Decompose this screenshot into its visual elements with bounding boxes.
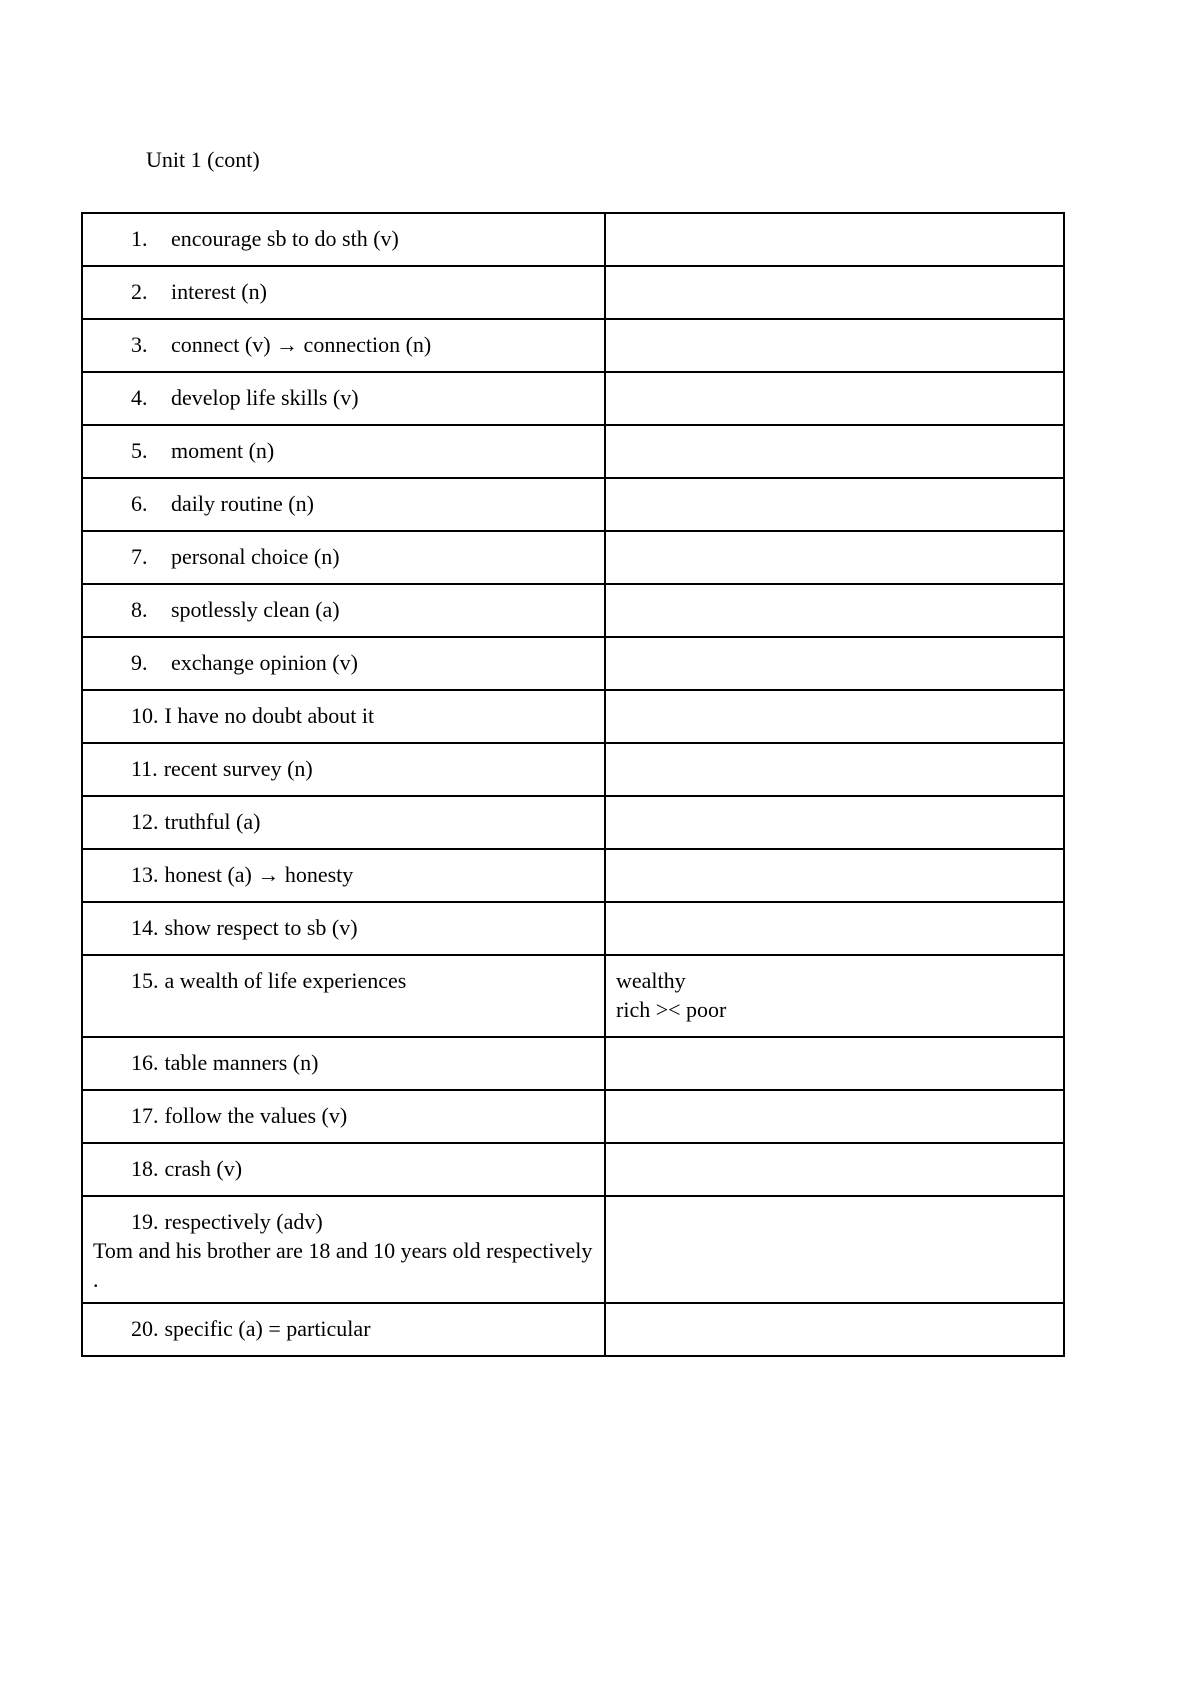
note-cell[interactable] bbox=[605, 266, 1064, 319]
term-text: a wealth of life experiences bbox=[164, 968, 407, 993]
term-text: show respect to sb (v) bbox=[164, 915, 358, 940]
item-number: 8. bbox=[131, 597, 148, 622]
note-cell[interactable] bbox=[605, 213, 1064, 266]
item-number: 15. bbox=[131, 968, 159, 993]
item-number: 17. bbox=[131, 1103, 159, 1128]
item-number: 5. bbox=[131, 438, 148, 463]
term-cell bbox=[82, 319, 605, 372]
note-cell[interactable] bbox=[605, 743, 1064, 796]
table-row bbox=[82, 1090, 1064, 1143]
note-cell[interactable] bbox=[605, 425, 1064, 478]
note-cell[interactable] bbox=[605, 1196, 1064, 1303]
item-number: 18. bbox=[131, 1156, 159, 1181]
note-cell[interactable] bbox=[605, 796, 1064, 849]
term-text: moment (n) bbox=[171, 438, 275, 463]
term-cell bbox=[82, 902, 605, 955]
term-cell bbox=[82, 266, 605, 319]
item-number: 3. bbox=[131, 332, 148, 357]
item-number: 13. bbox=[131, 862, 159, 887]
term-cell bbox=[82, 1090, 605, 1143]
table-row bbox=[82, 796, 1064, 849]
table-row bbox=[82, 1303, 1064, 1356]
item-number: 1. bbox=[131, 226, 148, 251]
term-text: follow the values (v) bbox=[164, 1103, 348, 1128]
item-number: 12. bbox=[131, 809, 159, 834]
term-cell bbox=[82, 1037, 605, 1090]
table-row bbox=[82, 478, 1064, 531]
item-number: 6. bbox=[131, 491, 148, 516]
term-text: crash (v) bbox=[164, 1156, 243, 1181]
item-number: 16. bbox=[131, 1050, 159, 1075]
term-text: I have no doubt about it bbox=[164, 703, 375, 728]
term-text: table manners (n) bbox=[164, 1050, 319, 1075]
item-number: 10. bbox=[131, 703, 159, 728]
term-text: exchange opinion (v) bbox=[171, 650, 358, 675]
note-cell[interactable] bbox=[605, 1303, 1064, 1356]
table-row bbox=[82, 1196, 1064, 1303]
item-number: 2. bbox=[131, 279, 148, 304]
item-number: 20. bbox=[131, 1316, 159, 1341]
note-cell[interactable] bbox=[605, 319, 1064, 372]
note-cell[interactable] bbox=[605, 637, 1064, 690]
item-number: 19. bbox=[131, 1209, 159, 1234]
note-cell[interactable] bbox=[605, 1090, 1064, 1143]
term-cell bbox=[82, 955, 605, 1037]
note-text: wealthy bbox=[616, 968, 686, 993]
term-cell bbox=[82, 849, 605, 902]
term-cell bbox=[82, 1303, 605, 1356]
note-cell[interactable] bbox=[605, 1143, 1064, 1196]
term-text: respectively (adv) bbox=[164, 1209, 323, 1234]
vocabulary-table bbox=[81, 212, 1065, 1357]
note-cell[interactable] bbox=[605, 478, 1064, 531]
table-row bbox=[82, 1037, 1064, 1090]
table-row bbox=[82, 372, 1064, 425]
item-number: 11. bbox=[131, 756, 158, 781]
table-row bbox=[82, 213, 1064, 266]
item-number: 4. bbox=[131, 385, 148, 410]
term-cell bbox=[82, 1196, 605, 1303]
term-text: interest (n) bbox=[171, 279, 267, 304]
term-cell bbox=[82, 690, 605, 743]
term-text: truthful (a) bbox=[164, 809, 261, 834]
table-row bbox=[82, 955, 1064, 1037]
note-cell[interactable] bbox=[605, 1037, 1064, 1090]
example-sentence: Tom and his brother are 18 and 10 years old respectively . bbox=[93, 1238, 593, 1292]
term-text: specific (a) = particular bbox=[164, 1316, 371, 1341]
term-text: personal choice (n) bbox=[171, 544, 340, 569]
term-cell bbox=[82, 372, 605, 425]
term-text: spotlessly clean (a) bbox=[171, 597, 340, 622]
note-cell[interactable] bbox=[605, 531, 1064, 584]
table-row bbox=[82, 902, 1064, 955]
term-cell bbox=[82, 584, 605, 637]
table-row bbox=[82, 743, 1064, 796]
term-text: recent survey (n) bbox=[163, 756, 313, 781]
note-cell[interactable] bbox=[605, 902, 1064, 955]
note-cell[interactable] bbox=[605, 849, 1064, 902]
table-row bbox=[82, 690, 1064, 743]
term-text: honest (a) → honesty bbox=[164, 862, 354, 887]
term-text: daily routine (n) bbox=[171, 491, 314, 516]
term-cell bbox=[82, 743, 605, 796]
item-number: 9. bbox=[131, 650, 148, 675]
term-cell bbox=[82, 1143, 605, 1196]
term-text: develop life skills (v) bbox=[171, 385, 359, 410]
table-row bbox=[82, 319, 1064, 372]
term-text: encourage sb to do sth (v) bbox=[171, 226, 399, 251]
table-row bbox=[82, 425, 1064, 478]
table-row bbox=[82, 849, 1064, 902]
term-cell bbox=[82, 531, 605, 584]
term-cell bbox=[82, 213, 605, 266]
term-text: connect (v) → connection (n) bbox=[171, 332, 432, 357]
item-number: 14. bbox=[131, 915, 159, 940]
table-row bbox=[82, 531, 1064, 584]
note-cell[interactable] bbox=[605, 584, 1064, 637]
table-row bbox=[82, 584, 1064, 637]
table-row bbox=[82, 266, 1064, 319]
note-cell[interactable] bbox=[605, 372, 1064, 425]
table-row bbox=[82, 1143, 1064, 1196]
term-cell bbox=[82, 796, 605, 849]
term-cell bbox=[82, 478, 605, 531]
table-row bbox=[82, 637, 1064, 690]
item-number: 7. bbox=[131, 544, 148, 569]
term-cell bbox=[82, 637, 605, 690]
note-cell[interactable] bbox=[605, 955, 1064, 1037]
note-cell[interactable] bbox=[605, 690, 1064, 743]
term-cell bbox=[82, 425, 605, 478]
unit-heading: Unit 1 (cont) bbox=[146, 147, 260, 172]
note-text: rich >< poor bbox=[616, 997, 727, 1022]
